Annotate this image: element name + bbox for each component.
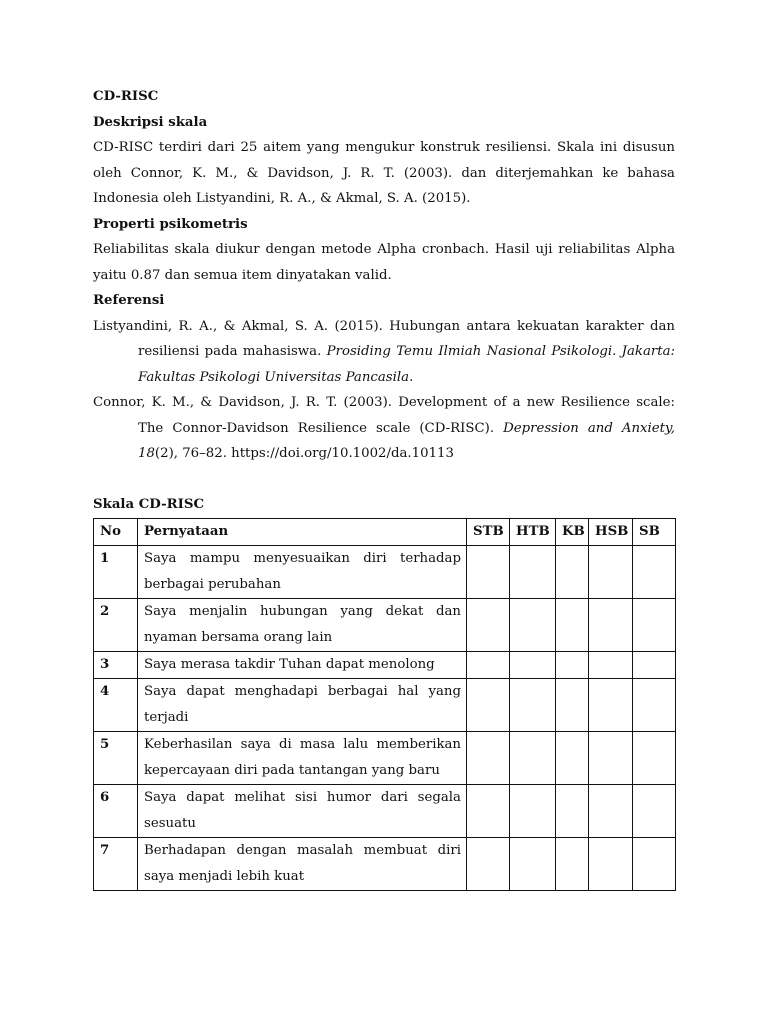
response-cell-kb[interactable] bbox=[556, 546, 589, 599]
item-statement: Saya menjalin hubungan yang dekat dan nyaman bersama orang lain bbox=[138, 599, 467, 652]
response-cell-sb[interactable] bbox=[633, 732, 676, 785]
header-statement: Pernyataan bbox=[138, 519, 467, 546]
header-no: No bbox=[94, 519, 138, 546]
response-cell-hsb[interactable] bbox=[589, 652, 633, 679]
scale-table bbox=[93, 518, 676, 891]
table-row bbox=[94, 652, 676, 679]
table-row bbox=[94, 732, 676, 785]
reference-heading: Referensi bbox=[93, 293, 165, 308]
response-cell-sb[interactable] bbox=[633, 838, 676, 891]
table-row bbox=[94, 546, 676, 599]
response-cell-hsb[interactable] bbox=[589, 838, 633, 891]
header-htb: HTB bbox=[510, 519, 556, 546]
item-statement: Saya merasa takdir Tuhan dapat menolong bbox=[138, 652, 467, 679]
item-number: 2 bbox=[94, 599, 138, 652]
response-cell-sb[interactable] bbox=[633, 546, 676, 599]
table-body bbox=[94, 546, 676, 891]
response-cell-htb[interactable] bbox=[510, 546, 556, 599]
header-stb: STB bbox=[467, 519, 510, 546]
reference-volume: 18 bbox=[138, 446, 155, 461]
response-cell-kb[interactable] bbox=[556, 652, 589, 679]
response-cell-stb[interactable] bbox=[467, 546, 510, 599]
response-cell-kb[interactable] bbox=[556, 732, 589, 785]
reference-entry bbox=[93, 314, 675, 391]
table-row bbox=[94, 599, 676, 652]
table-row bbox=[94, 838, 676, 891]
item-statement: Berhadapan dengan masalah membuat diri saya menjadi lebih kuat bbox=[138, 838, 467, 891]
response-cell-stb[interactable] bbox=[467, 785, 510, 838]
document-title: CD-RISC bbox=[93, 89, 159, 104]
response-cell-htb[interactable] bbox=[510, 838, 556, 891]
item-number: 6 bbox=[94, 785, 138, 838]
response-cell-htb[interactable] bbox=[510, 785, 556, 838]
response-cell-hsb[interactable] bbox=[589, 599, 633, 652]
response-cell-sb[interactable] bbox=[633, 679, 676, 732]
description-paragraph: CD-RISC terdiri dari 25 aitem yang mengukur konstruk resiliensi. Skala ini disusun oleh Connor, K. M., & Davidson, J. R. T. (2003). dan diterjemahkan ke bahasa Indonesia oleh Listyandini, R. A., & Akmal, S. A. (2015). bbox=[93, 140, 675, 206]
response-cell-sb[interactable] bbox=[633, 599, 676, 652]
reference-journal: Depression and Anxiety bbox=[503, 420, 671, 436]
description-heading: Deskripsi skala bbox=[93, 114, 208, 130]
item-number: 1 bbox=[94, 546, 138, 599]
item-statement: Saya mampu menyesuaikan diri terhadap berbagai perubahan bbox=[138, 546, 467, 599]
item-statement: Saya dapat melihat sisi humor dari segala sesuatu bbox=[138, 785, 467, 838]
table-row bbox=[94, 785, 676, 838]
header-kb: KB bbox=[556, 519, 589, 546]
spacer bbox=[93, 467, 675, 492]
item-statement: Saya dapat menghadapi berbagai hal yang terjadi bbox=[138, 679, 467, 732]
item-statement: Keberhasilan saya di masa lalu memberikan kepercayaan diri pada tantangan yang baru bbox=[138, 732, 467, 785]
response-cell-stb[interactable] bbox=[467, 599, 510, 652]
response-cell-stb[interactable] bbox=[467, 838, 510, 891]
psychometric-paragraph: Reliabilitas skala diukur dengan metode Alpha cronbach. Hasil uji reliabilitas Alpha yaitu 0.87 dan semua item dinyatakan valid. bbox=[93, 242, 675, 283]
item-number: 7 bbox=[94, 838, 138, 891]
response-cell-kb[interactable] bbox=[556, 785, 589, 838]
reference-separator: , bbox=[670, 420, 675, 436]
response-cell-stb[interactable] bbox=[467, 732, 510, 785]
response-cell-hsb[interactable] bbox=[589, 732, 633, 785]
response-cell-sb[interactable] bbox=[633, 785, 676, 838]
reference-tail: (2), 76–82. https://doi.org/10.1002/da.10113 bbox=[154, 446, 454, 461]
response-cell-kb[interactable] bbox=[556, 599, 589, 652]
header-hsb: HSB bbox=[589, 519, 633, 546]
response-cell-kb[interactable] bbox=[556, 679, 589, 732]
header-sb: SB bbox=[633, 519, 676, 546]
response-cell-hsb[interactable] bbox=[589, 546, 633, 599]
reference-tail: . bbox=[409, 369, 414, 385]
response-cell-hsb[interactable] bbox=[589, 679, 633, 732]
scale-title: Skala CD-RISC bbox=[93, 496, 205, 512]
psychometric-heading: Properti psikometris bbox=[93, 216, 248, 232]
reference-entry bbox=[93, 390, 675, 467]
reference-text: Connor, K. M., & Davidson, J. R. T. (2003). Development of a new Resilience scale: The Connor-Davidson Resilience scale (CD-RISC). bbox=[93, 395, 675, 436]
response-cell-stb[interactable] bbox=[467, 652, 510, 679]
reference-text: Listyandini, R. A., & Akmal, S. A. (2015). Hubungan antara kekuatan karakter dan resiliensi pada mahasiswa. bbox=[93, 318, 675, 359]
document-page bbox=[93, 84, 675, 891]
response-cell-htb[interactable] bbox=[510, 652, 556, 679]
response-cell-htb[interactable] bbox=[510, 679, 556, 732]
reference-journal: Prosiding Temu Ilmiah Nasional Psikologi. Jakarta: Fakultas Psikologi Universitas Pancasila bbox=[138, 344, 675, 385]
response-cell-hsb[interactable] bbox=[589, 785, 633, 838]
item-number: 5 bbox=[94, 732, 138, 785]
table-header-row bbox=[94, 519, 676, 546]
response-cell-sb[interactable] bbox=[633, 652, 676, 679]
table-row bbox=[94, 679, 676, 732]
response-cell-kb[interactable] bbox=[556, 838, 589, 891]
response-cell-stb[interactable] bbox=[467, 679, 510, 732]
item-number: 4 bbox=[94, 679, 138, 732]
response-cell-htb[interactable] bbox=[510, 732, 556, 785]
response-cell-htb[interactable] bbox=[510, 599, 556, 652]
item-number: 3 bbox=[94, 652, 138, 679]
